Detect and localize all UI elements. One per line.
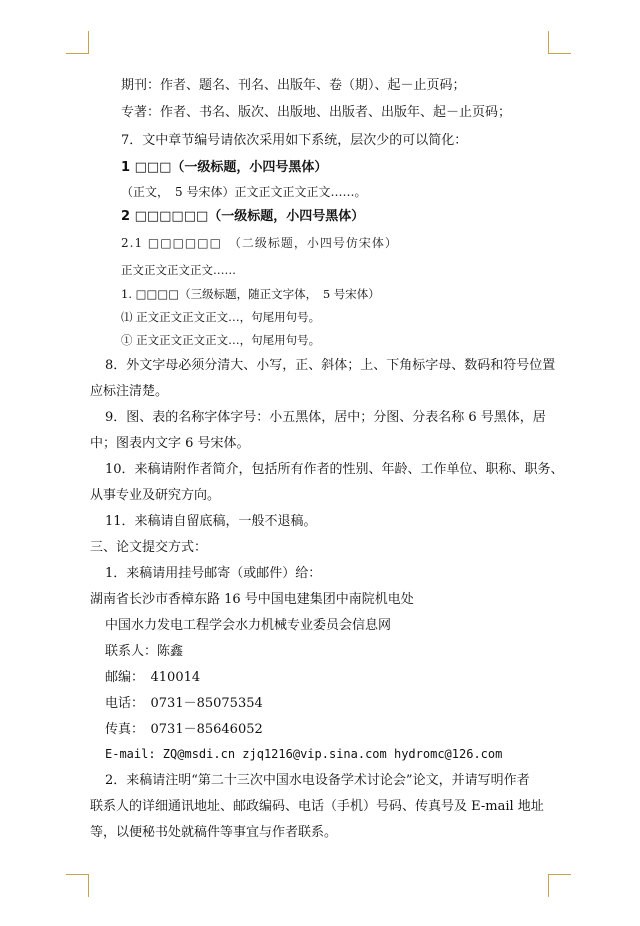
text-line: 2.1 □□□□□□ （二级标题，小四号仿宋体） <box>121 236 398 250</box>
text-line: 1. □□□□（三级标题，随正文字体， 5 号宋体） <box>121 287 380 301</box>
text-line: 从事专业及研究方向。 <box>90 488 221 503</box>
text-line: 中国水力发电工程学会水力机械专业委员会信息网 <box>105 618 392 633</box>
text-line: 应标注清楚。 <box>90 384 169 399</box>
text-line: 1 □□□（一级标题，小四号黑体） <box>121 160 328 175</box>
text-line: 1．来稿请用挂号邮寄（或邮件）给： <box>105 566 322 581</box>
text-line: ⑴ 正文正文正文正文…，句尾用句号。 <box>121 310 321 324</box>
text-line: 邮编： 410014 <box>105 670 201 685</box>
text-line: 期刊：作者、题名、刊名、出版年、卷（期）、起－止页码； <box>121 78 466 93</box>
text-line: 正文正文正文正文…… <box>121 263 236 277</box>
text-line: 联系人：陈鑫 <box>105 644 184 659</box>
text-line: 10．来稿请附作者简介，包括所有作者的性别、年龄、工作单位、职称、职务、 <box>105 462 564 477</box>
text-line: 中；图表内文字 6 号宋体。 <box>90 436 250 451</box>
text-line: 三、论文提交方式： <box>90 540 208 555</box>
text-line: E-mail: ZQ@msdi.cn zjq1216@vip.sina.com hydromc@126.com <box>105 747 503 761</box>
text-line: 湖南省长沙市香樟东路 16 号中国电建集团中南院机电处 <box>90 592 414 607</box>
text-line: 2 □□□□□□（一级标题，小四号黑体） <box>121 209 365 224</box>
text-line: 7．文中章节编号请依次采用如下系统，层次少的可以简化： <box>121 133 468 148</box>
text-line: 11．来稿请自留底稿，一般不退稿。 <box>105 514 317 529</box>
crop-mark-bottom-left <box>66 874 89 897</box>
text-line: ① 正文正文正文正文…，句尾用句号。 <box>121 333 321 347</box>
text-line: （正文， 5 号宋体）正文正文正文正文……。 <box>121 185 367 199</box>
text-line: 8．外文字母必须分清大、小写，正、斜体；上、下角标字母、数码和符号位置 <box>105 358 556 373</box>
text-line: 电话： 0731－85075354 <box>105 696 263 711</box>
crop-mark-top-left <box>66 31 89 54</box>
text-line: 2．来稿请注明“第二十三次中国水电设备学术讨论会”论文，并请写明作者 <box>105 773 530 788</box>
text-line: 等，以便秘书处就稿件等事宜与作者联系。 <box>90 825 338 840</box>
text-line: 专著：作者、书名、版次、出版地、出版者、出版年、起－止页码； <box>121 105 512 120</box>
text-line: 联系人的详细通讯地址、邮政编码、电话（手机）号码、传真号及 E-mail 地址 <box>90 799 544 814</box>
text-line: 9．图、表的名称字体字号：小五黑体，居中；分图、分表名称 6 号黑体，居 <box>105 410 546 425</box>
crop-mark-bottom-right <box>548 874 571 897</box>
text-line: 传真： 0731－85646052 <box>105 722 263 737</box>
crop-mark-top-right <box>548 31 571 54</box>
